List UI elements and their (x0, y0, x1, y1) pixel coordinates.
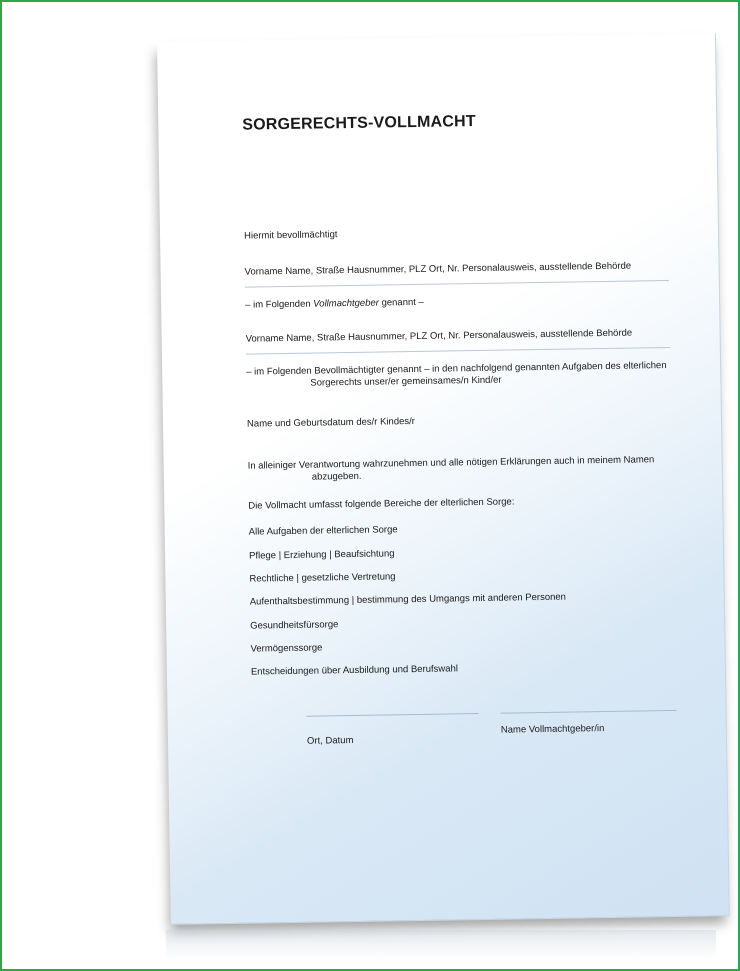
signature-line-name (501, 710, 677, 714)
signature-place-date-label: Ort, Datum (306, 735, 354, 747)
party2-fields: Vorname Name, Straße Hausnummer, PLZ Ort, Nr. Personalausweis, ausstellende Behörde (245, 327, 633, 345)
party1-role: – im Folgenden Vollmachtgeber genannt – (245, 296, 424, 311)
party2-role: – im Folgenden Bevollmächtigter genannt – in den nachfolgend genannten Aufgaben des elterlichen Sorgerechts unser/er gemeinsames/n Kind/er (246, 360, 667, 389)
signature-name-label: Name Vollmachtgeber/in (500, 723, 605, 736)
scope-item: Entscheidungen über Ausbildung und Berufswahl (250, 663, 459, 678)
child-field: Name und Geburtsdatum des/r Kindes/r (246, 415, 416, 430)
responsibility-text: In alleiniger Verantwortung wahrzunehmen und alle nötigen Erklärungen auch in meinem Namen abzugeben. (247, 454, 655, 483)
scope-item: Alle Aufgaben der elterlichen Sorge (248, 524, 398, 538)
document-title: SORGERECHTS-VOLLMACHT (242, 113, 476, 134)
party1-rule (245, 280, 669, 288)
scope-item: Rechtliche | gesetzliche Vertretung (249, 571, 396, 585)
document-page (157, 33, 730, 925)
signature-line-place-date (307, 713, 479, 717)
scope-intro: Die Vollmacht umfasst folgende Bereiche der elterlichen Sorge: (248, 496, 515, 512)
scope-item: Pflege | Erziehung | Beaufsichtung (249, 548, 395, 562)
party2-rule (246, 347, 670, 355)
intro-text: Hiermit bevollmächtigt (243, 229, 338, 242)
scope-item: Vermögenssorge (250, 642, 323, 655)
page-reflection (166, 930, 716, 960)
scope-item: Aufenthaltsbestimmung | bestimmung des Umgangs mit anderen Personen (249, 591, 566, 608)
scope-item: Gesundheitsfürsorge (250, 619, 339, 632)
party1-fields: Vorname Name, Straße Hausnummer, PLZ Ort, Nr. Personalausweis, ausstellende Behörde (244, 260, 632, 278)
